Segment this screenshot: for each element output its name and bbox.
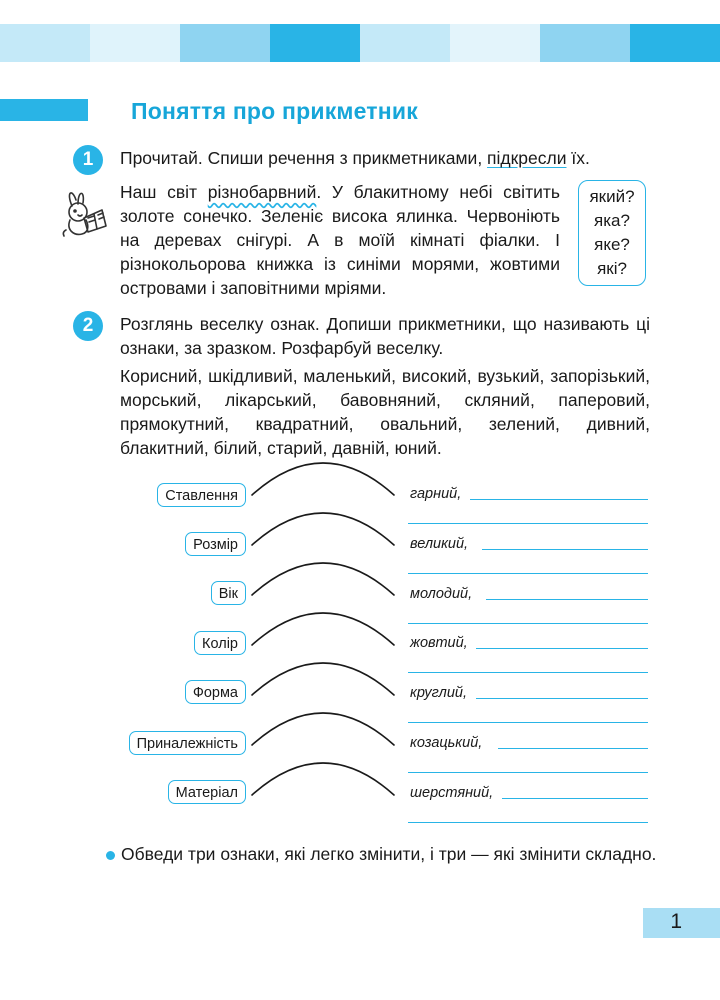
category-label: Приналежність [129,731,246,755]
category-label: Матеріал [168,780,246,804]
example-adjective: молодий, [410,586,473,602]
page-number: 1 [670,910,682,933]
example-adjective: гарний, [410,486,462,502]
task-1-instruction-end: їх. [566,148,590,168]
task-2-number: 2 [73,311,103,341]
answer-line[interactable] [470,499,648,500]
answer-line[interactable] [476,698,648,699]
band-segment [0,24,90,62]
answer-line[interactable] [408,573,648,574]
answer-line[interactable] [482,549,648,550]
category-labels [100,455,246,835]
rainbow-arc [252,663,394,695]
example-adjective: шерстяний, [410,785,494,801]
band-segment [450,24,540,62]
answer-line[interactable] [408,623,648,624]
answer-line[interactable] [476,648,648,649]
answer-line[interactable] [408,672,648,673]
question-hint-box [578,180,646,286]
category-label: Колір [194,631,246,655]
example-adjective: жовтий, [410,635,468,651]
category-label: Ставлення [157,483,246,507]
task-1-instruction-start: Прочитай. Спиши речення з прикметниками, [120,148,488,168]
reading-bunny-icon [58,186,112,240]
task-1-number: 1 [73,145,103,175]
answer-line[interactable] [498,748,648,749]
band-segment [90,24,180,62]
task-1-instruction [120,146,660,170]
category-label: Розмір [185,532,246,556]
band-segment [270,24,360,62]
passage-rest: . У блакитному небі світить золоте сонечко. Зеленіє висока ялинка. Червоніють на деревах снігурі. А в моїй кімнаті фіалки. І різнокольорова книжка із синіми морями, жовтими островами і заповітними мріями. [120,182,560,298]
question-word: які? [597,259,627,278]
question-word: яка? [594,211,630,230]
rainbow-arc [252,613,394,645]
answer-line[interactable] [486,599,648,600]
answer-line[interactable] [408,523,648,524]
category-label: Вік [211,581,246,605]
example-adjective: круглий, [410,685,468,701]
example-adjective: козацький, [410,735,483,751]
task-1-instruction-underlined: підкресли [487,148,567,168]
title-accent-bar [0,99,88,121]
band-segment [540,24,630,62]
category-label: Форма [185,680,246,704]
passage-highlighted-adjective: різнобарвний [207,182,317,202]
answer-line[interactable] [408,822,648,823]
rainbow-arc [252,713,394,745]
task-1-passage [120,180,560,300]
adjective-word-list: Корисний, шкідливий, маленький, високий, вузький, запорізький, морський, лікарський, бавовняний, скляний, паперовий, прямокутний, квадратний, овальний, зелений, дивний, блакитний, білий, старий, давній, юний. [120,366,650,458]
example-adjective: великий, [410,536,469,552]
top-color-band [0,24,720,62]
answer-line[interactable] [408,722,648,723]
band-segment [360,24,450,62]
rainbow-exercise [0,455,720,835]
passage-start: Наш світ [120,182,208,202]
task-2-instruction: Розглянь веселку ознак. Допиши прикметники, що називають ці ознаки, за зразком. Розфарбуй веселку. [120,314,650,358]
band-segment [630,24,720,62]
rainbow-arc [252,463,394,495]
question-word: яке? [594,235,630,254]
rainbow-arc [252,763,394,795]
page-title: Поняття про прикметник [131,98,418,124]
band-segment [180,24,270,62]
answer-line[interactable] [502,798,648,799]
question-word: який? [589,187,635,206]
bullet-dot [106,851,115,860]
page-number-tab [643,908,720,938]
answer-line[interactable] [408,772,648,773]
bullet-task: Обведи три ознаки, які легко змінити, і три — які змінити складно. [121,844,657,864]
rainbow-arc [252,513,394,545]
rainbow-arc [252,563,394,595]
